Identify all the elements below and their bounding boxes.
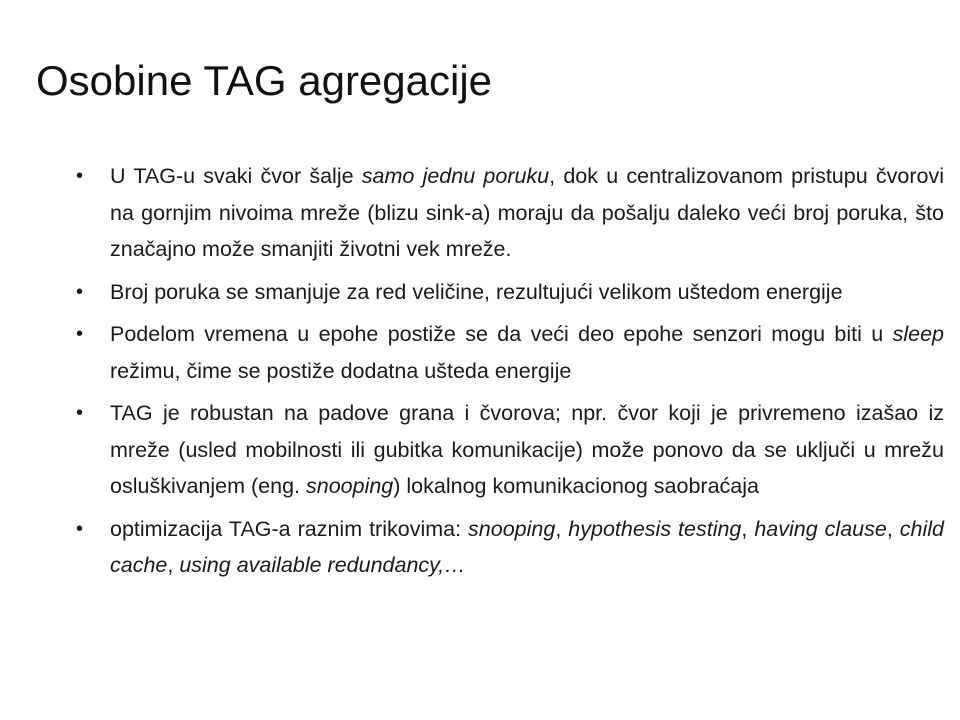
bullet-item (76, 395, 944, 505)
bullet-text: , (741, 516, 755, 541)
bullet-text: režimu, čime se postiže dodatna ušteda energije (110, 358, 572, 383)
bullet-emphasis: snooping (468, 516, 556, 541)
bullet-text: ) lokalnog komunikacionog saobraćaja (393, 474, 759, 498)
bullet-text: TAG je robustan na padove grana i čvorova; npr. čvor koji je privremeno izašao iz mreže (usled mobilnosti ili gubitka komunikacije) može ponovo da se uključi u mrežu osluškivanjem (eng. (110, 401, 944, 498)
bullet-emphasis: having clause (754, 516, 887, 541)
bullet-item (76, 511, 944, 584)
bullet-emphasis: using available redundancy,… (179, 553, 466, 577)
bullet-text: , (886, 516, 900, 541)
bullet-item (76, 158, 944, 268)
bullet-text: , (167, 553, 180, 577)
bullet-emphasis: child cache (110, 516, 944, 577)
bullet-emphasis: snooping (305, 474, 394, 498)
bullet-text: Podelom vremena u epohe postiže se da veći deo epohe senzori mogu biti u (110, 322, 893, 346)
bullet-item (76, 274, 944, 311)
bullet-emphasis: hypothesis testing (568, 516, 742, 541)
bullet-text: optimizacija TAG-a raznim trikovima: (110, 516, 469, 541)
slide-title: Osobine TAG agregacije (36, 57, 493, 104)
bullet-text: , dok u centralizovanom pristupu čvorovi na gornjim nivoima mreže (blizu sink-a) moraju da pošalju daleko veći broj poruka, što značajno može smanjiti životni vek mreže. (110, 164, 944, 261)
bullet-text: U TAG-u svaki čvor šalje (110, 164, 362, 188)
bullet-emphasis: sleep (892, 322, 944, 346)
bullet-text: , (555, 516, 569, 541)
bullet-list (76, 158, 944, 590)
bullet-emphasis: samo jednu poruku (361, 164, 550, 188)
bullet-item (76, 316, 944, 389)
bullet-text: Broj poruka se smanjuje za red veličine, rezultujući velikom uštedom energije (110, 279, 843, 304)
